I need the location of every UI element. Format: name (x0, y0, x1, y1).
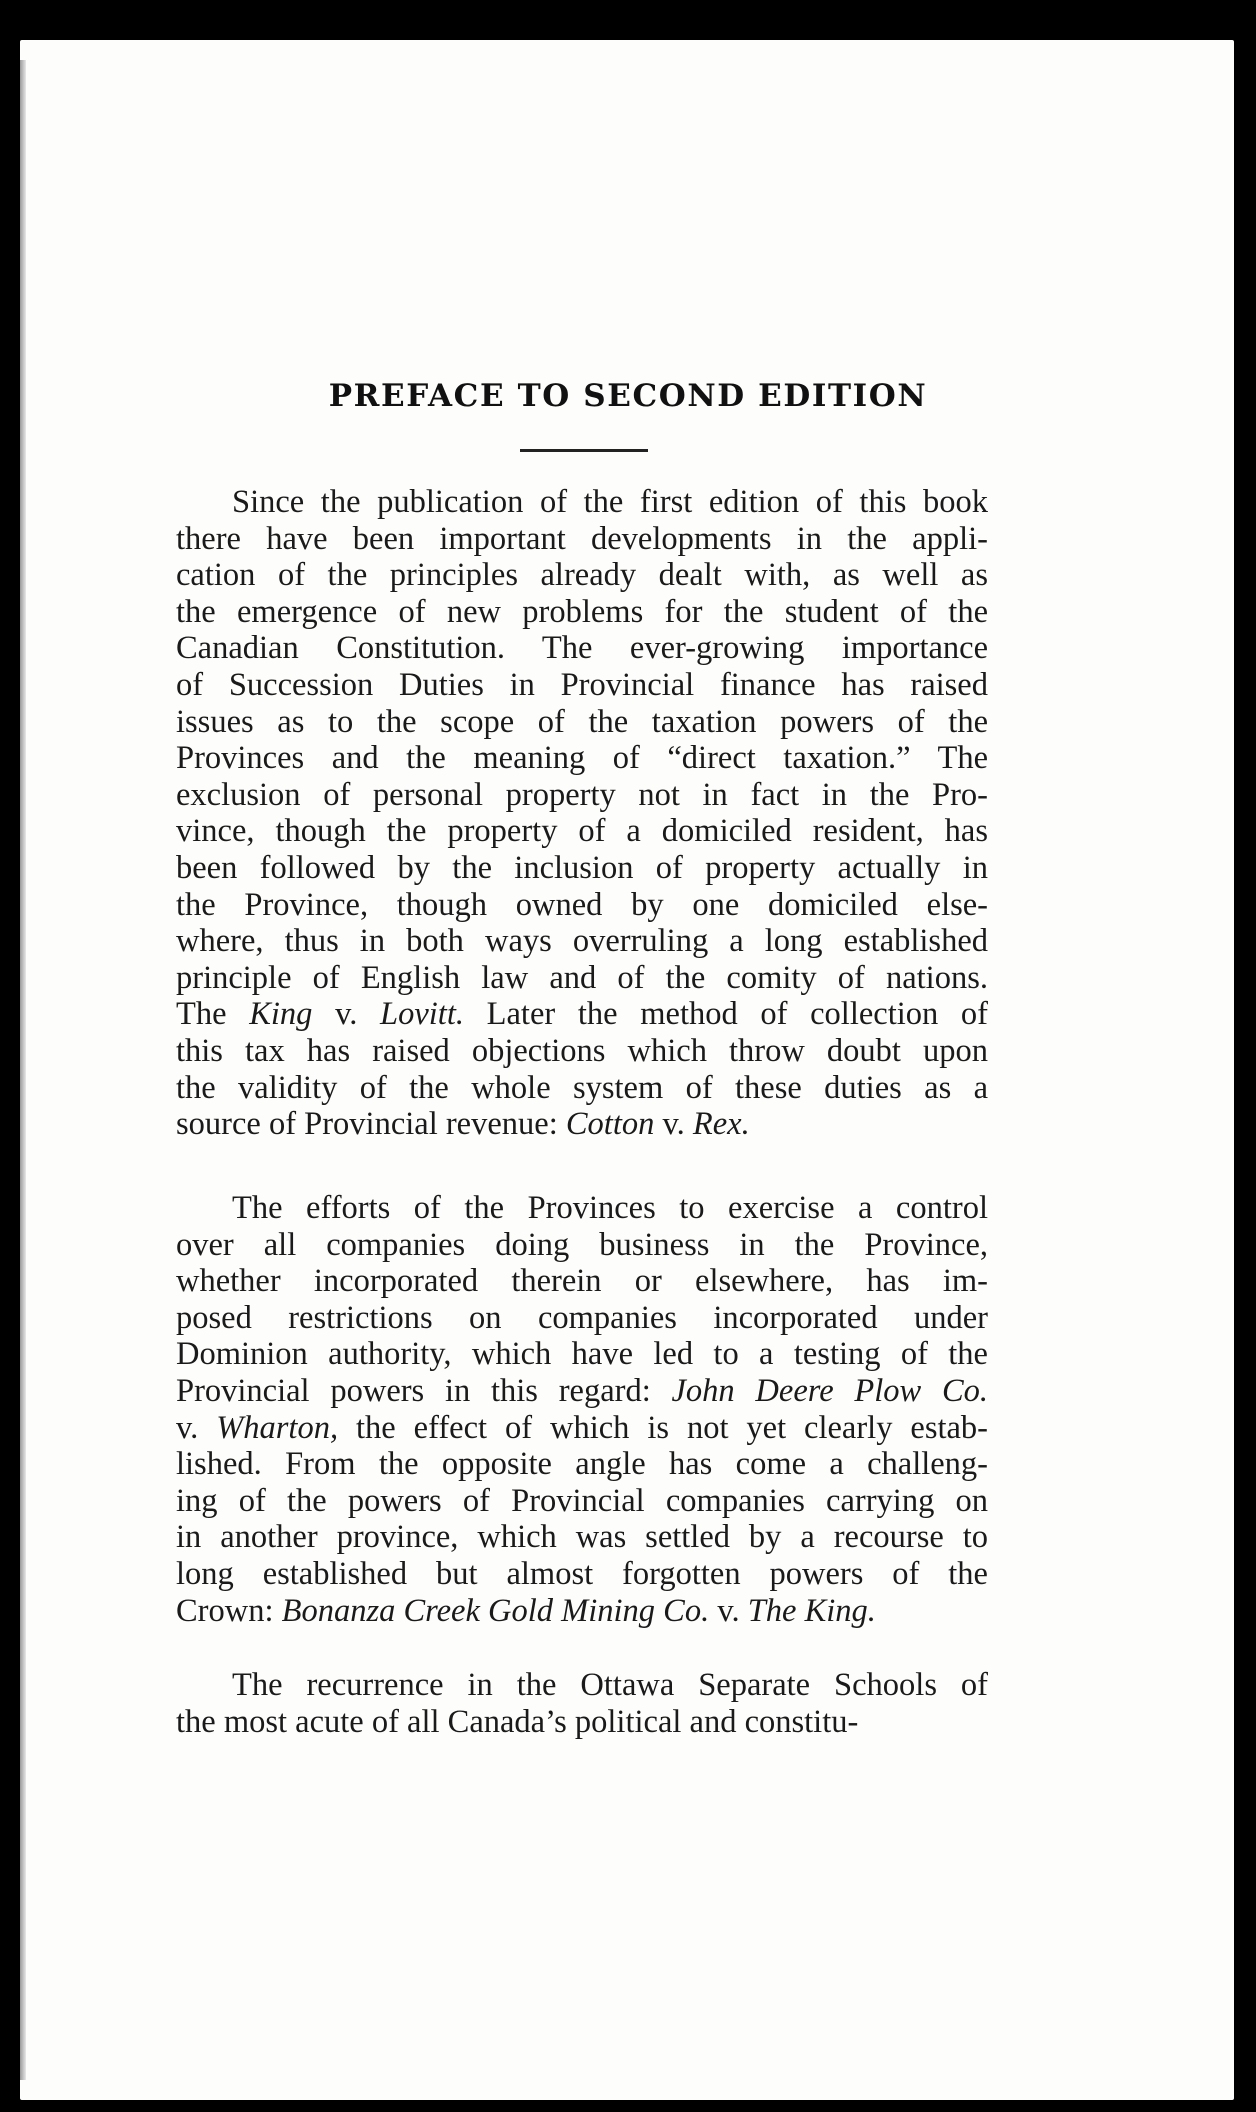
text-run: the Province, though owned by one domiciled else- (176, 886, 988, 923)
text-line (176, 630, 988, 667)
text-run: the effect of which is not yet clearly estab- (338, 1409, 988, 1446)
text-run: exclusion of personal property not in fact in the Pro- (176, 776, 988, 813)
text-line (176, 1373, 988, 1410)
text-run: source of Provincial revenue: (176, 1106, 566, 1143)
text-line (176, 1593, 988, 1630)
page-binding-edge (20, 60, 26, 2080)
text-run: cation of the principles already dealt with, as well as (176, 557, 988, 594)
text-run: v. (654, 1106, 693, 1143)
text-line (176, 996, 988, 1033)
text-line (176, 1483, 988, 1520)
text-line (176, 1263, 988, 1300)
text-line (176, 1190, 988, 1227)
text-run: where, thus in both ways overruling a long established (176, 923, 988, 960)
case-name: King (249, 996, 313, 1033)
text-run: over all companies doing business in the Province, (176, 1226, 988, 1263)
text-line (176, 1106, 988, 1143)
heading-rule (520, 449, 648, 452)
text-run: Crown: (176, 1592, 282, 1629)
text-run: posed restrictions on companies incorporated under (176, 1299, 988, 1336)
text-line (176, 923, 988, 960)
text-run: principle of English law and of the comity of nations. (176, 959, 988, 996)
paragraph-2 (176, 1190, 988, 1629)
text-run: v. (176, 1409, 217, 1446)
text-line (176, 594, 988, 631)
text-line (176, 1227, 988, 1264)
text-run: whether incorporated therein or elsewhere, has im- (176, 1263, 988, 1300)
text-run: issues as to the scope of the taxation powers of the (176, 703, 988, 740)
text-run: The recurrence in the Ottawa Separate Schools of (232, 1667, 988, 1703)
text-run: the emergence of new problems for the student of the (176, 593, 988, 630)
text-line (176, 1446, 988, 1483)
text-line (176, 1556, 988, 1593)
text-run: Since the publication of the first edition of this book (232, 484, 988, 520)
text-run: v. (709, 1592, 748, 1629)
case-name: John Deere Plow Co. (671, 1372, 988, 1409)
case-name: The King. (747, 1592, 876, 1629)
text-run: long established but almost forgotten powers of the (176, 1555, 988, 1592)
text-run: in another province, which was settled by a recourse to (176, 1519, 988, 1556)
text-line (176, 1300, 988, 1337)
paragraph-3 (176, 1667, 988, 1740)
text-run: of Succession Duties in Provincial finance has raised (176, 666, 988, 703)
text-run: Provinces and the meaning of “direct taxation.” The (176, 740, 988, 777)
case-name: Lovitt. (380, 996, 464, 1033)
text-run: v. (312, 996, 381, 1033)
text-line (176, 1704, 988, 1741)
text-run: The efforts of the Provinces to exercise a control (232, 1190, 988, 1226)
text-run: this tax has raised objections which throw doubt upon (176, 1032, 988, 1069)
text-line (176, 960, 988, 997)
text-run: Canadian Constitution. The ever-growing importance (176, 630, 988, 667)
text-run: ing of the powers of Provincial companies carrying on (176, 1482, 988, 1519)
text-line (176, 521, 988, 558)
case-name: Wharton, (216, 1409, 339, 1446)
text-line (176, 667, 988, 704)
text-run: there have been important developments in the appli- (176, 520, 988, 557)
text-line (176, 777, 988, 814)
text-line (176, 1033, 988, 1070)
text-run: been followed by the inclusion of property actually in (176, 849, 988, 886)
text-run: Later the method of collection of (463, 996, 988, 1033)
text-line (176, 1336, 988, 1373)
text-run: the most acute of all Canada’s political and constitu- (176, 1703, 859, 1740)
text-line (176, 1410, 988, 1447)
text-line (176, 1070, 988, 1107)
text-line (176, 704, 988, 741)
text-line (176, 1519, 988, 1556)
text-run: The (176, 996, 250, 1033)
page-heading: PREFACE TO SECOND EDITION (328, 378, 928, 414)
text-run: the validity of the whole system of these duties as a (176, 1069, 988, 1106)
case-name: Cotton (565, 1106, 655, 1143)
text-run: Dominion authority, which have led to a testing of the (176, 1336, 988, 1373)
text-line (176, 813, 988, 850)
text-run: lished. From the opposite angle has come a challeng- (176, 1446, 988, 1483)
text-line (176, 557, 988, 594)
text-run: Provincial powers in this regard: (176, 1372, 672, 1409)
text-line (176, 740, 988, 777)
text-run: vince, though the property of a domiciled resident, has (176, 813, 988, 850)
case-name: Bonanza Creek Gold Mining Co. (281, 1592, 710, 1629)
text-line (176, 850, 988, 887)
text-line (176, 1667, 988, 1704)
case-name: Rex. (692, 1106, 750, 1143)
text-line (176, 484, 988, 521)
text-line (176, 887, 988, 924)
paragraph-1 (176, 484, 988, 1143)
